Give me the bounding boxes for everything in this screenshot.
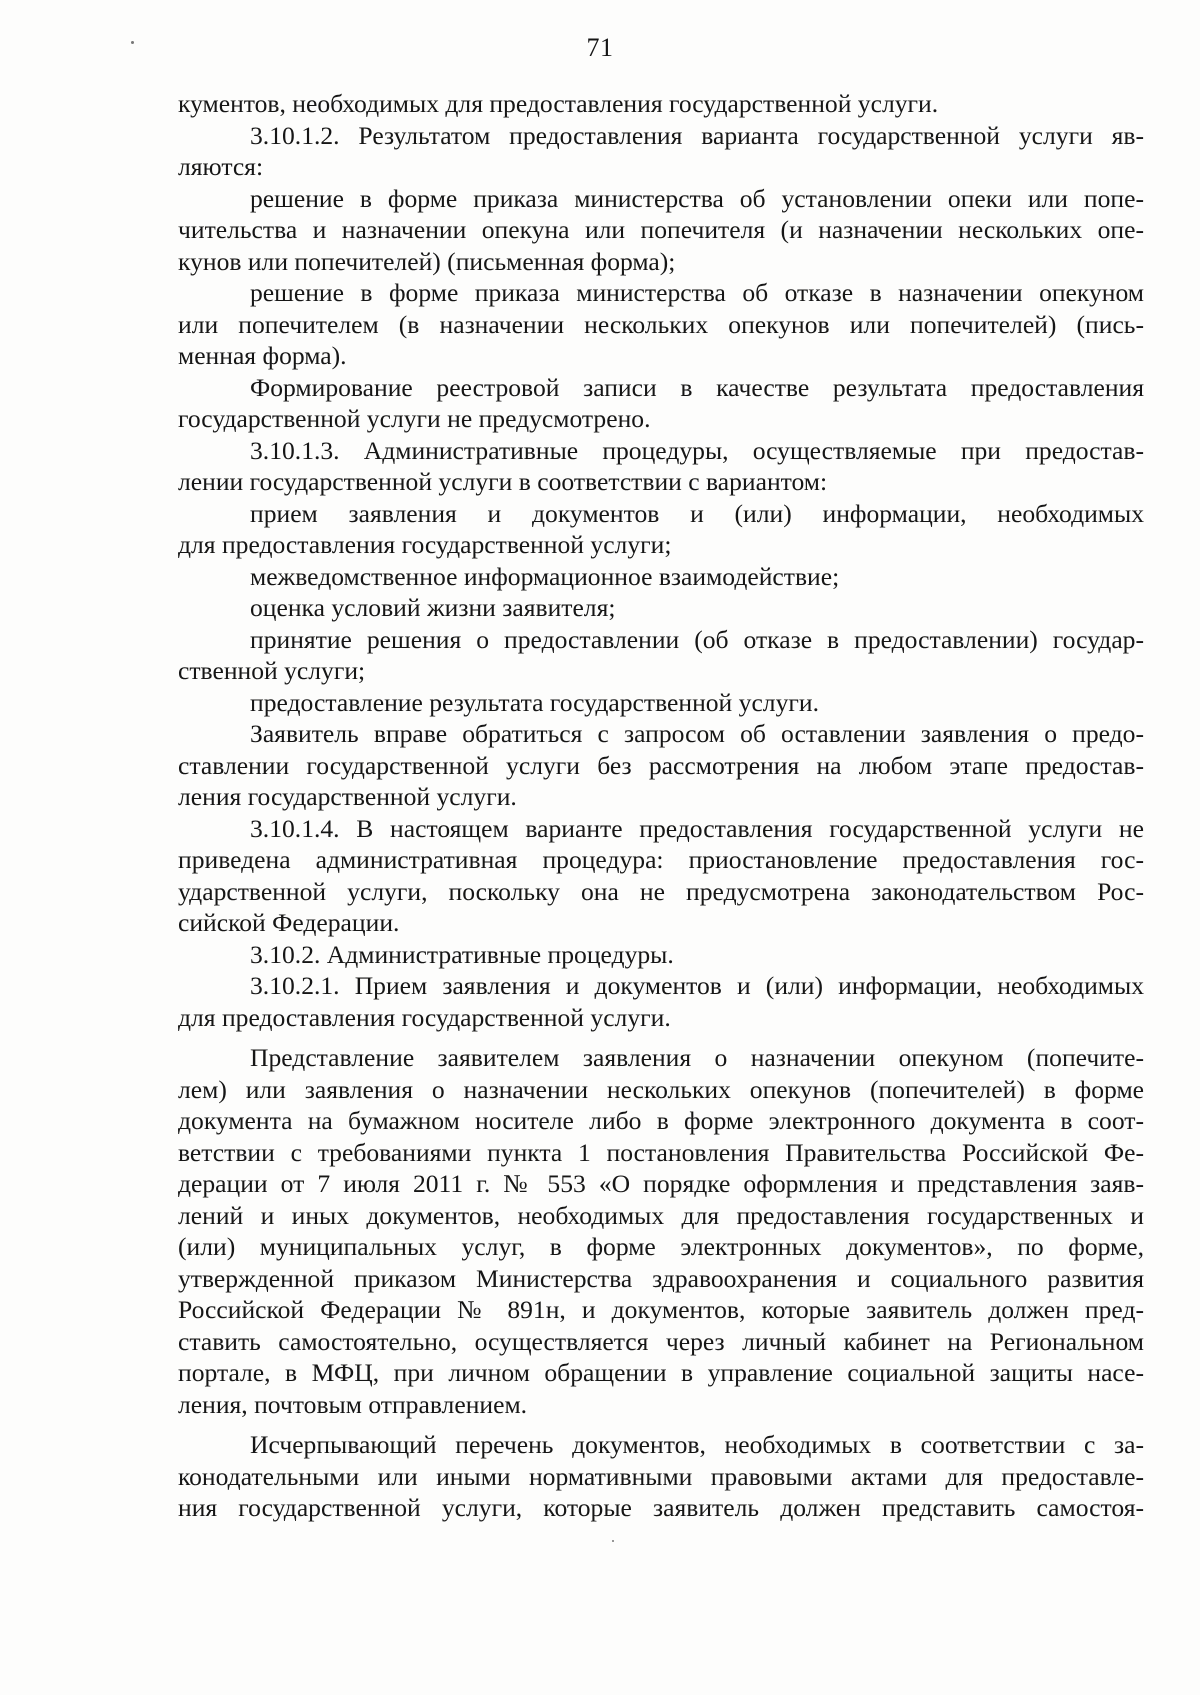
text-line: сийской Федерации. (178, 908, 400, 937)
text-line: менная форма). (178, 341, 347, 370)
text-line: Исчерпывающий перечень документов, необходимых в соответствии с за- (250, 1430, 1144, 1459)
page-number: 71 (586, 33, 614, 62)
text-line: ляются: (178, 152, 264, 181)
text-line: государственной услуги не предусмотрено. (178, 404, 651, 433)
scan-speck (612, 1540, 614, 1542)
text-line: принятие решения о предоставлении (об отказе в предоставлении) государ- (250, 624, 1144, 654)
text-line: прием заявления и документов и (или) информации, необходимых (250, 498, 1144, 528)
scan-speck (131, 41, 134, 44)
text-line: межведомственное информационное взаимодействие; (250, 561, 840, 591)
text-line: ления государственной услуги. (178, 782, 517, 811)
text-line: Представление заявителем заявления о назначении опекуном (попечите- (250, 1043, 1144, 1072)
text-line: для предоставления государственной услуги; (178, 530, 672, 559)
text-line: предоставление результата государственной услуги. (250, 687, 819, 717)
text-line: 3.10.2. Административные процедуры. (250, 939, 674, 969)
text-line: или попечителем (в назначении нескольких опекунов или попечителей) (пись- (178, 309, 1144, 339)
text-line: конодательными или иными нормативными правовыми актами для предоставле- (178, 1461, 1144, 1491)
text-line: 3.10.1.3. Административные процедуры, осуществляемые при предостав- (250, 435, 1144, 465)
text-line: 3.10.2.1. Прием заявления и документов и (или) информации, необходимых (250, 971, 1144, 1000)
text-line: решение в форме приказа министерства об установлении опеки или попе- (250, 183, 1144, 213)
text-line: для предоставления государственной услуги. (178, 1002, 671, 1032)
text-line: лении государственной услуги в соответствии с вариантом: (178, 467, 828, 496)
text-line: Российской Федерации № 891н, и документов, которые заявитель должен пред- (178, 1295, 1144, 1324)
text-line: ственной услуги; (178, 656, 366, 685)
text-line: документа на бумажном носителе либо в форме электронного документа в соот- (178, 1106, 1144, 1135)
text-line: дерации от 7 июля 2011 г. № 553 «О порядке оформления и представления заяв- (178, 1169, 1144, 1198)
text-line: ветствии с требованиями пункта 1 постановления Правительства Российской Фе- (178, 1137, 1144, 1167)
text-line: Формирование реестровой записи в качестве результата предоставления (250, 372, 1144, 402)
document-body (178, 88, 1144, 1524)
text-line: 3.10.1.4. В настоящем варианте предоставления государственной услуги не (250, 813, 1144, 843)
text-line: кунов или попечителей) (письменная форма); (178, 246, 676, 276)
text-line: решение в форме приказа министерства об отказе в назначении опекуном (250, 278, 1144, 307)
text-line: лем) или заявления о назначении нескольких опекунов (попечителей) в форме (178, 1074, 1144, 1104)
text-line: оценка условий жизни заявителя; (250, 593, 616, 622)
text-line: кументов, необходимых для предоставления государственной услуги. (178, 89, 939, 118)
text-line: ления, почтовым отправлением. (178, 1389, 528, 1419)
text-line: 3.10.1.2. Результатом предоставления варианта государственной услуги яв- (250, 120, 1144, 150)
text-line: чительства и назначении опекуна или попечителя (и назначении нескольких опе- (178, 215, 1144, 244)
text-line: портале, в МФЦ, при личном обращении в управление социальной защиты насе- (178, 1358, 1144, 1387)
text-line: ставить самостоятельно, осуществляется через личный кабинет на Региональном (178, 1326, 1144, 1356)
text-line: приведена административная процедура: приостановление предоставления гос- (178, 845, 1144, 874)
text-line: лений и иных документов, необходимых для предоставления государственных и (178, 1200, 1144, 1230)
text-line: (или) муниципальных услуг, в форме электронных документов», по форме, (178, 1232, 1144, 1261)
text-line: ставлении государственной услуги без рассмотрения на любом этапе предостав- (178, 750, 1144, 780)
text-line: Заявитель вправе обратиться с запросом об оставлении заявления о предо- (250, 719, 1144, 748)
text-line: ударственной услуги, поскольку она не предусмотрена законодательством Рос- (178, 876, 1144, 906)
text-line: утвержденной приказом Министерства здравоохранения и социального развития (178, 1263, 1144, 1293)
text-line: ния государственной услуги, которые заявитель должен представить самостоя- (178, 1493, 1144, 1522)
